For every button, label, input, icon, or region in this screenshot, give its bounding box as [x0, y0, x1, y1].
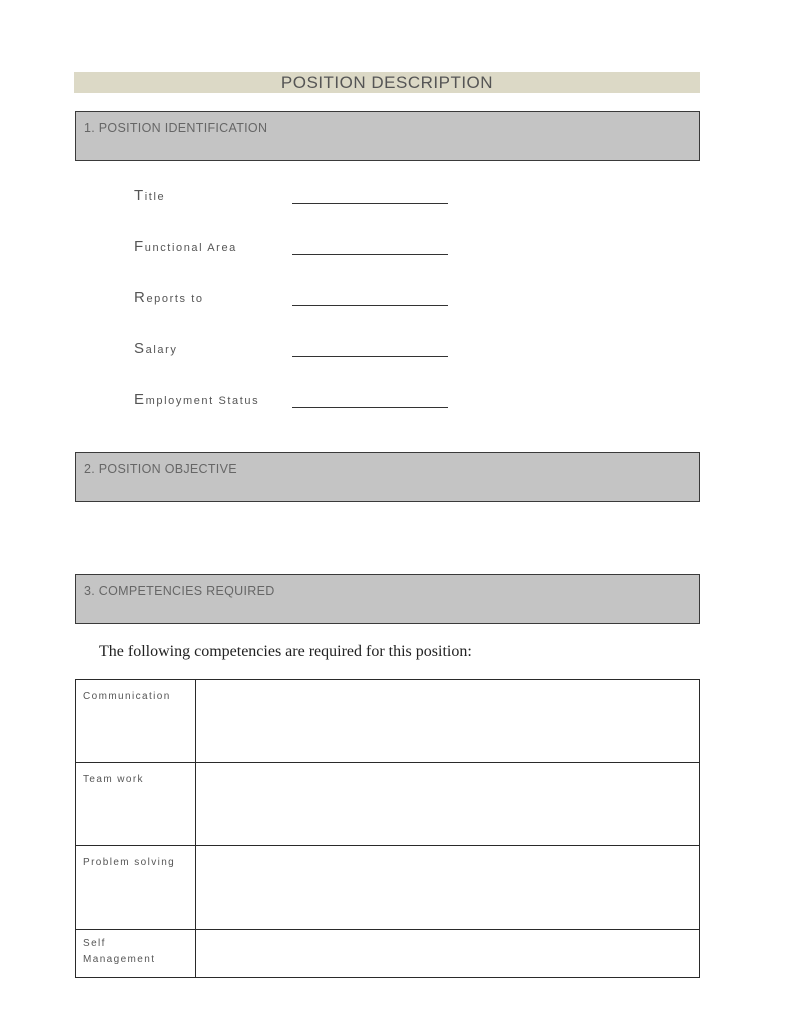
competencies-intro: The following competencies are required for this position: — [99, 643, 472, 660]
field-input-reports-to[interactable] — [292, 305, 448, 306]
competency-label-cell — [76, 930, 196, 977]
field-input-salary[interactable] — [292, 356, 448, 357]
section-header-position-objective — [75, 452, 700, 502]
competencies-table — [75, 679, 700, 978]
table-row — [76, 930, 699, 977]
section-header-competencies-required — [75, 574, 700, 624]
section-header-label: 1. POSITION IDENTIFICATION — [84, 121, 268, 135]
competency-label-cell — [76, 846, 196, 929]
competency-input-self-management[interactable] — [196, 930, 699, 977]
field-label-salary: Salary — [134, 340, 178, 357]
competency-input-team-work[interactable] — [196, 763, 699, 845]
field-input-employment-status[interactable] — [292, 407, 448, 408]
field-input-functional-area[interactable] — [292, 254, 448, 255]
section-header-position-identification — [75, 111, 700, 161]
table-row — [76, 846, 699, 930]
competency-label-communication: Communication — [83, 691, 171, 702]
section-header-label: 2. POSITION OBJECTIVE — [84, 462, 237, 476]
table-row — [76, 680, 699, 763]
field-label-employment-status: Employment Status — [134, 391, 260, 408]
section-header-label: 3. COMPETENCIES REQUIRED — [84, 584, 275, 598]
field-input-title[interactable] — [292, 203, 448, 204]
competency-label-cell — [76, 763, 196, 845]
competency-label-self-management: Self Management — [83, 938, 156, 965]
table-row — [76, 763, 699, 846]
field-label-functional-area: Functional Area — [134, 238, 237, 255]
competency-input-problem-solving[interactable] — [196, 846, 699, 929]
document-title: POSITION DESCRIPTION — [74, 72, 700, 93]
competency-label-team-work: Team work — [83, 774, 144, 785]
competency-label-cell — [76, 680, 196, 762]
field-label-title: Title — [134, 187, 166, 204]
competency-input-communication[interactable] — [196, 680, 699, 762]
competency-label-problem-solving: Problem solving — [83, 857, 176, 868]
field-label-reports-to: Reports to — [134, 289, 204, 306]
